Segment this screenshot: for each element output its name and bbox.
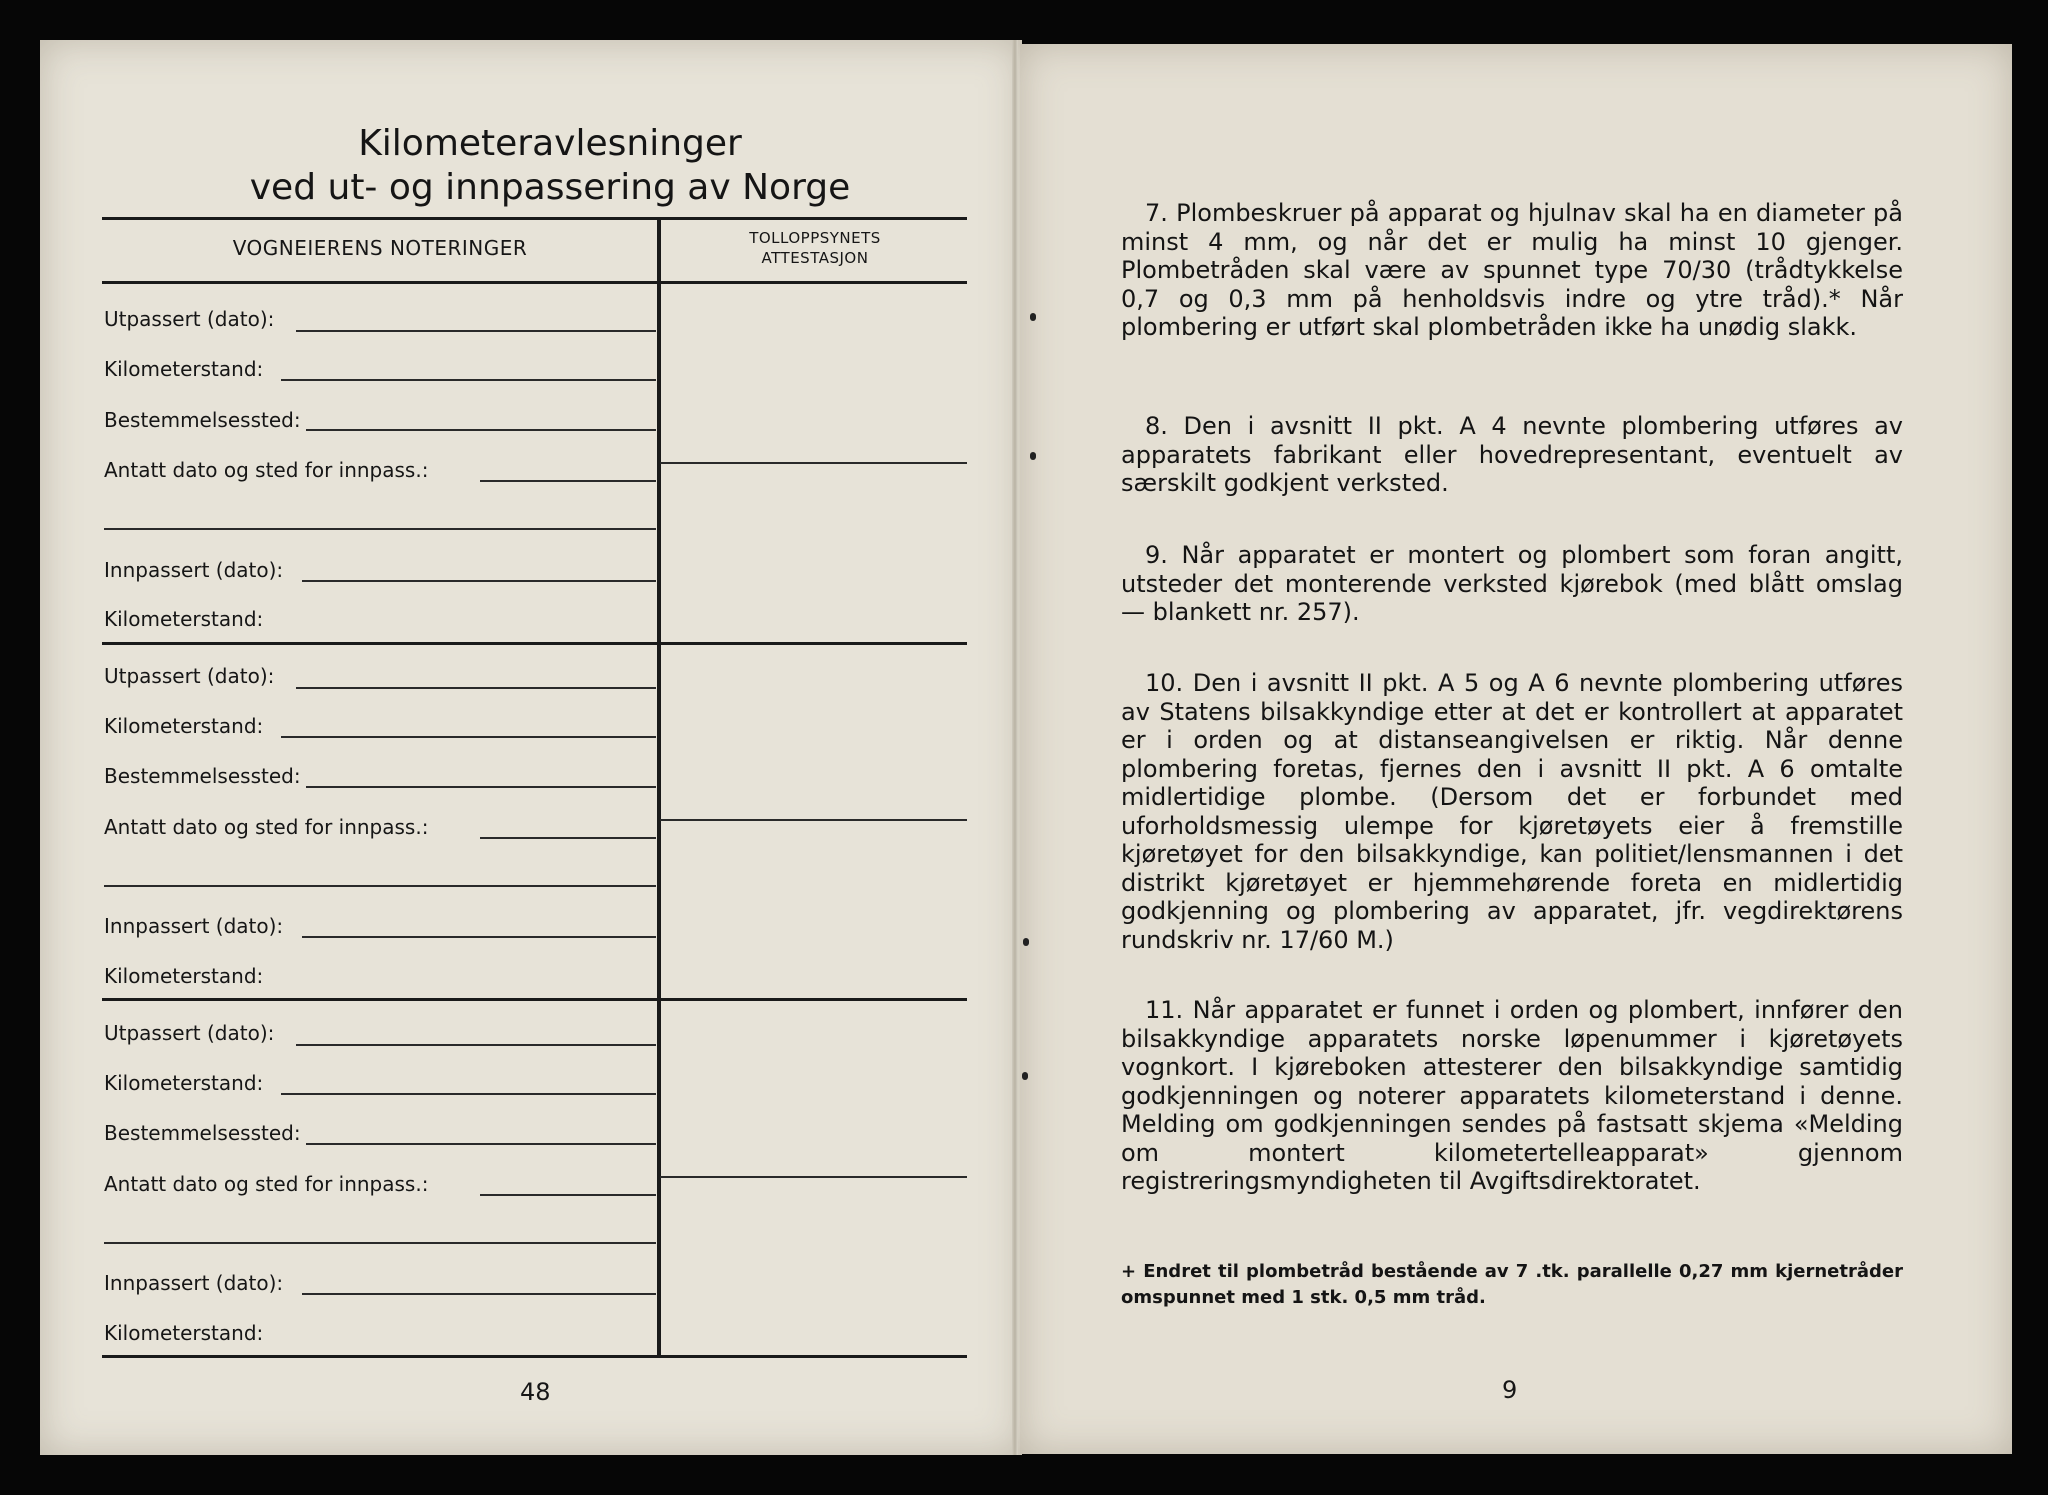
- column-header-vogneierens: VOGNEIERENS NOTERINGER: [232, 236, 528, 260]
- binding-hole-mark: [1023, 938, 1029, 946]
- fill-line[interactable]: [480, 837, 656, 839]
- fill-line[interactable]: [480, 480, 656, 482]
- field-kilometerstand-1: Kilometerstand:: [104, 357, 264, 381]
- footnote: + Endret til plombetråd bestående av 7 .tk. parallelle 0,27 mm kjernetråder omspunnet med 1 stk. 0,5 mm tråd.: [1121, 1261, 1903, 1308]
- field-kilometerstand-2: Kilometerstand:: [104, 714, 264, 738]
- paragraph-9: 9. Når apparatet er montert og plombert som foran angitt, utsteder det monterende verksted kjørebok (med blått omslag — blankett nr. 257).: [1121, 541, 1903, 626]
- fill-line[interactable]: [480, 1194, 656, 1196]
- field-antatt-3: Antatt dato og sted for innpass.:: [104, 1172, 429, 1196]
- field-utpassert-1: Utpassert (dato):: [104, 307, 275, 331]
- page-number-left: 48: [520, 1378, 551, 1406]
- binding-hole-mark: [1022, 1072, 1028, 1080]
- field-antatt-1: Antatt dato og sted for innpass.:: [104, 458, 429, 482]
- block-separator-2: [102, 998, 967, 1001]
- fill-line[interactable]: [281, 379, 656, 381]
- column-divider: [657, 218, 661, 1355]
- fill-line[interactable]: [281, 1093, 656, 1095]
- binding-hole-mark: [1030, 313, 1036, 321]
- fill-line[interactable]: [302, 1293, 656, 1295]
- binding-hole-mark: [1030, 452, 1036, 460]
- fill-line[interactable]: [306, 786, 656, 788]
- block-separator-1: [102, 642, 967, 645]
- field-kilometerstand-3b: Kilometerstand:: [104, 1321, 264, 1345]
- form-title-line-1: Kilometeravlesninger: [358, 123, 742, 164]
- fill-line[interactable]: [104, 1242, 656, 1244]
- field-innpassert-3: Innpassert (dato):: [104, 1271, 284, 1295]
- header-rule-bottom: [102, 281, 967, 284]
- fill-line[interactable]: [281, 736, 656, 738]
- attest-line[interactable]: [660, 1176, 967, 1178]
- fill-line[interactable]: [296, 1044, 656, 1046]
- form-title-line-2: ved ut- og innpassering av Norge: [249, 167, 851, 208]
- paragraph-7: 7. Plombeskruer på apparat og hjulnav skal ha en diameter på minst 4 mm, og når det er mulig ha minst 10 gjenger. Plombetråden skal være av spunnet type 70/30 (trådtykkelse 0,7 og 0,3 mm på henholdsvis indre og ytre tråd).* Når plombering er utført skal plombetråden ikke ha unødig slakk.: [1121, 199, 1903, 341]
- page-number-right: 9: [1502, 1376, 1518, 1404]
- attest-line[interactable]: [660, 819, 967, 821]
- column-header-right-line-1: TOLLOPPSYNETS: [749, 229, 881, 247]
- fill-line[interactable]: [296, 687, 656, 689]
- page-gutter: [1012, 40, 1018, 1455]
- form-bottom-rule: [102, 1355, 967, 1358]
- fill-line[interactable]: [104, 885, 656, 887]
- fill-line[interactable]: [296, 330, 656, 332]
- header-rule-top: [102, 217, 967, 220]
- fill-line[interactable]: [104, 528, 656, 530]
- field-antatt-2: Antatt dato og sted for innpass.:: [104, 815, 429, 839]
- field-bestemmelsessted-3: Bestemmelsessted:: [104, 1121, 301, 1145]
- column-header-tolloppsynets: [665, 228, 965, 268]
- attest-line[interactable]: [660, 462, 967, 464]
- field-bestemmelsessted-2: Bestemmelsessted:: [104, 764, 301, 788]
- paragraph-8: 8. Den i avsnitt II pkt. A 4 nevnte plombering utføres av apparatets fabrikant eller hovedrepresentant, eventuelt av særskilt godkjent verksted.: [1121, 412, 1903, 497]
- fill-line[interactable]: [306, 1143, 656, 1145]
- field-innpassert-2: Innpassert (dato):: [104, 914, 284, 938]
- field-kilometerstand-3: Kilometerstand:: [104, 1071, 264, 1095]
- field-bestemmelsessted-1: Bestemmelsessted:: [104, 408, 301, 432]
- field-utpassert-2: Utpassert (dato):: [104, 664, 275, 688]
- field-kilometerstand-2b: Kilometerstand:: [104, 964, 264, 988]
- field-innpassert-1: Innpassert (dato):: [104, 558, 284, 582]
- column-header-right-line-2: ATTESTASJON: [761, 249, 869, 267]
- fill-line[interactable]: [302, 936, 656, 938]
- fill-line[interactable]: [302, 580, 656, 582]
- paragraph-10: 10. Den i avsnitt II pkt. A 5 og A 6 nevnte plombering utføres av Statens bilsakkyndige etter at det er kontrollert at apparatet er i orden og at distanseangivelsen er riktig. Når denne plombering foretas, fjernes den i avsnitt II pkt. A 6 omtalte midlertidige plombe. (Dersom det er forbundet med uforholdsmessig ulempe for kjøretøyets eier å fremstille kjøretøyet for den bilsakkyndige, kan politiet/lensmannen i det distrikt kjøretøyet er hjemmehørende foreta en midlertidig godkjenning og plombering av apparatet, jfr. vegdirektørens rundskriv nr. 17/60 M.): [1121, 669, 1903, 954]
- fill-line[interactable]: [306, 429, 656, 431]
- field-utpassert-3: Utpassert (dato):: [104, 1021, 275, 1045]
- paragraph-11: 11. Når apparatet er funnet i orden og plombert, innfører den bilsakkyndige apparatets norske løpenummer i kjøretøyets vognkort. I kjøreboken attesterer den bilsakkyndige samtidig godkjenningen og noterer apparatets kilometerstand i denne. Melding om godkjenningen sendes på fastsatt skjema «Melding om montert kilometertelleapparat» gjennom registreringsmyndigheten til Avgiftsdirektoratet.: [1121, 996, 1903, 1195]
- field-kilometerstand-1b: Kilometerstand:: [104, 607, 264, 631]
